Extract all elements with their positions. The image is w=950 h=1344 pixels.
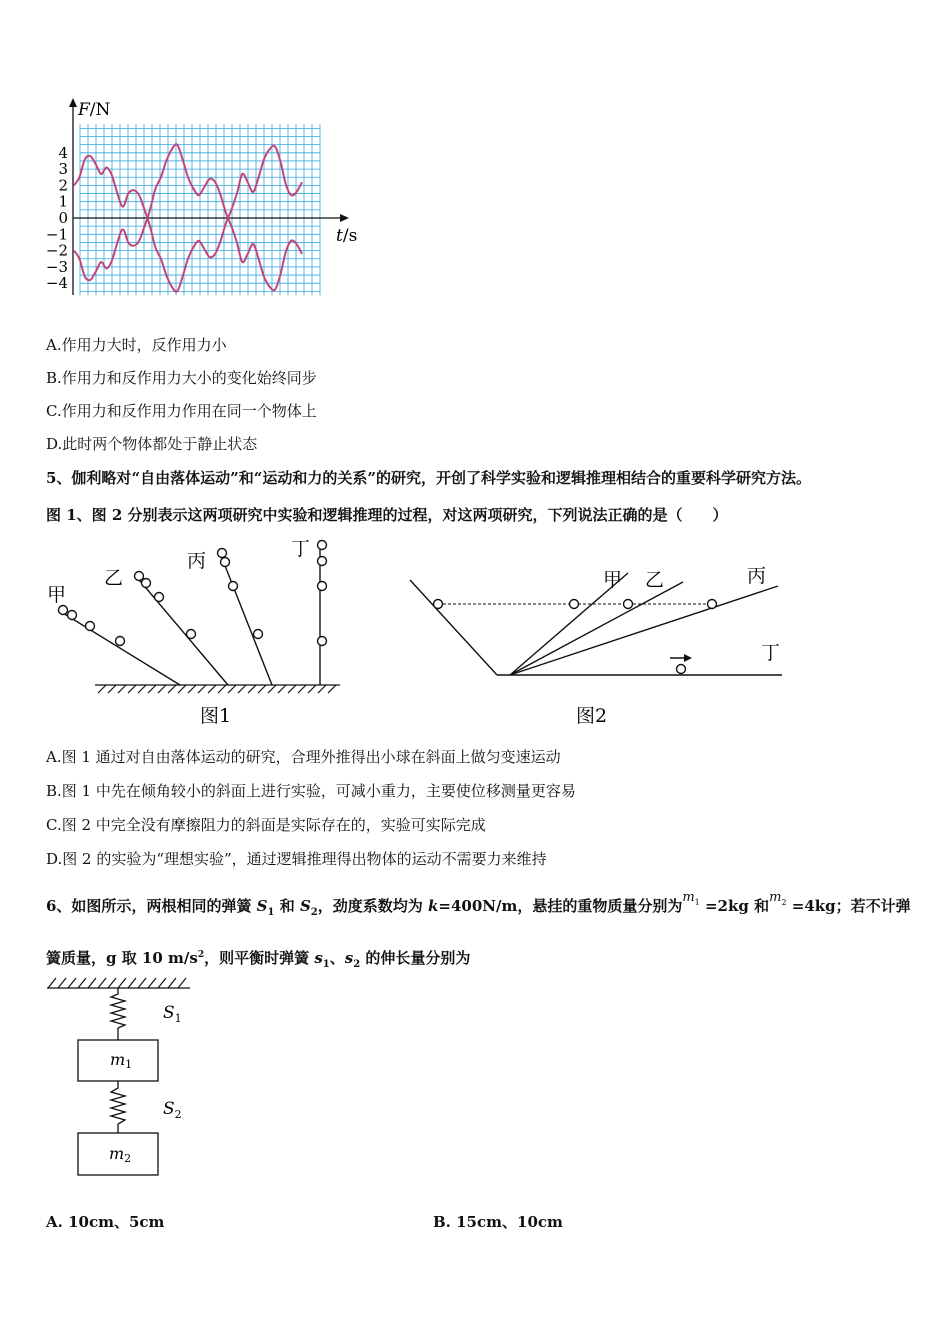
force-time-chart — [40, 95, 370, 305]
q5-option-c: C.图 2 中完全没有摩擦阻力的斜面是实际存在的，实验可实际完成 — [46, 816, 486, 834]
y-tick-label: 4 — [58, 143, 68, 162]
fig1-label-ding: 丁 — [291, 538, 311, 560]
fig-label-s2: $S_2$ — [163, 1099, 182, 1121]
spring-mass-figure — [40, 970, 200, 1185]
q5-option-a: A.图 1 通过对自由落体运动的研究，合理外推得出小球在斜面上做匀变速运动 — [46, 748, 561, 766]
fig1-label-bing: 丙 — [187, 550, 207, 572]
y-tick-labels — [46, 144, 68, 292]
incline-yi — [135, 575, 228, 685]
y-axis-arrow-icon — [69, 98, 77, 107]
fig2-label-ding: 丁 — [761, 642, 781, 664]
q4-option-c: C.作用力和反作用力作用在同一个物体上 — [46, 402, 317, 420]
y-tick-label: 3 — [58, 160, 68, 179]
x-axis-arrow-icon — [340, 214, 349, 222]
q6-option-a: A. 10cm、5cm — [46, 1213, 165, 1231]
fig2-label-bing: 丙 — [747, 565, 767, 587]
spring-s1 — [111, 988, 125, 1040]
q5-option-d: D.图 2 的实验为“理想实验”，通过逻辑推理得出物体的运动不需要力来维持 — [46, 850, 547, 868]
fig-label-m2: m2 — [109, 1144, 132, 1165]
chart-grid — [80, 124, 320, 295]
ceiling-hatch — [47, 978, 190, 988]
fig1-label-yi: 乙 — [104, 567, 124, 589]
q6-stem-line1: 6、如图所示，两根相同的弹簧 $S_1$ 和 $S_2$，劲度系数均为 k=400N/m，悬挂的重物质量分别为$m^1 =2kg$ 和$m^2 =4kg$；若不计弹 — [46, 890, 911, 918]
incline-jia — [58, 610, 180, 685]
incline-bing — [220, 553, 272, 685]
q5-option-b: B.图 1 中先在倾角较小的斜面上进行实验，可减小重力，主要使位移测量更容易 — [46, 782, 576, 800]
y-tick-label: −4 — [45, 274, 68, 293]
chart-axes — [69, 98, 349, 295]
x-axis-label: t/s — [336, 226, 358, 246]
series-line-1 — [74, 146, 302, 292]
y-tick-label: −1 — [45, 225, 68, 244]
figure-1-inclines — [40, 535, 360, 735]
y-tick-label: 1 — [58, 192, 68, 211]
fig2-caption: 图2 — [576, 705, 608, 727]
fig2-label-jia: 甲 — [603, 569, 623, 591]
fig-label-s1: $S_1$ — [163, 1003, 182, 1025]
y-tick-label: 0 — [58, 209, 68, 227]
y-tick-label: 2 — [58, 176, 68, 195]
q4-option-d: D.此时两个物体都处于静止状态 — [46, 435, 258, 453]
y-tick-label: −3 — [45, 257, 68, 276]
right-incline-yi — [510, 582, 683, 675]
y-tick-label: −2 — [45, 241, 68, 260]
figure-2-ideal-experiment — [400, 555, 790, 735]
fig2-label-yi: 乙 — [645, 569, 665, 591]
spring-s2 — [111, 1081, 125, 1133]
right-incline-bing — [510, 586, 781, 675]
y-axis-label: F/N — [78, 100, 111, 120]
arrow-right-icon — [670, 654, 692, 662]
q4-option-b: B.作用力和反作用力大小的变化始终同步 — [46, 369, 317, 387]
q5-stem-line1: 5、伽利略对“自由落体运动”和“运动和力的关系”的研究，开创了科学实验和逻辑推理相结合的重要科学研究方法。 — [46, 469, 811, 487]
fig1-caption: 图1 — [200, 705, 232, 727]
q5-stem-line2: 图 1、图 2 分别表示这两项研究中实验和逻辑推理的过程，对这两项研究，下列说法正确的是（ ） — [46, 506, 728, 524]
q4-option-a: A.作用力大时，反作用力小 — [46, 336, 227, 354]
ground-hatch — [95, 685, 340, 693]
balls — [434, 600, 717, 674]
left-incline — [410, 580, 497, 675]
q6-stem-line2: 簧质量，g 取 10 $m/s^2$，则平衡时弹簧 $s_1$、$s_2$ 的伸长量分别为 — [46, 949, 471, 970]
fig1-label-jia: 甲 — [47, 584, 67, 606]
q6-option-b: B. 15cm、10cm — [433, 1213, 563, 1231]
series-line-2 — [74, 144, 302, 290]
fig-label-m1: m1 — [110, 1050, 133, 1071]
